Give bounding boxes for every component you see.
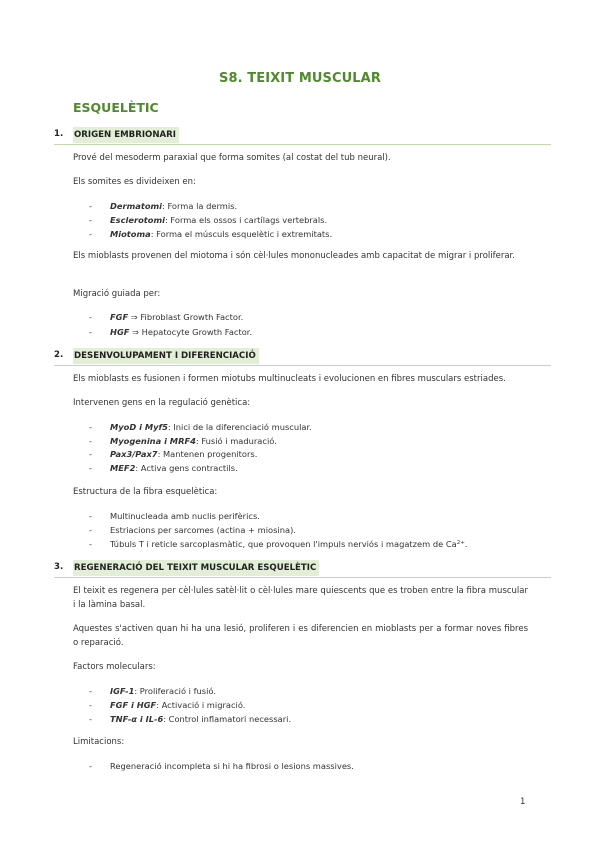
paragraph: Aquestes s'activen quan hi ha una lesió, proliferen i es diferencien en mioblasts per a formar noves fibres o reparació. [73, 624, 528, 648]
paragraph: Factors moleculars: [73, 662, 156, 672]
section-heading-2 [54, 348, 551, 364]
section-number: 3. [54, 562, 64, 572]
paragraph: El teixit es regenera per cèl·lules satèl·lit o cèl·lules mare quiescents que es troben entre la fibra muscular i la làmina basal. [73, 586, 528, 610]
section-title: REGENERACIÓ DEL TEIXIT MUSCULAR ESQUELÈTIC [73, 560, 319, 576]
paragraph: Prové del mesoderm paraxial que forma somites (al costat del tub neural). [73, 153, 391, 163]
section-title: ORIGEN EMBRIONARI [73, 127, 179, 143]
section-divider [54, 144, 551, 145]
page-number: 1 [520, 797, 526, 807]
section-number: 2. [54, 350, 64, 360]
section-title: DESENVOLUPAMENT I DIFERENCIACIÓ [73, 348, 259, 364]
section-divider [54, 577, 551, 578]
paragraph: Els somites es divideixen en: [73, 177, 196, 187]
section-heading-1 [54, 127, 551, 143]
section-number: 1. [54, 129, 64, 139]
page-title: S8. TEIXIT MUSCULAR [219, 71, 381, 86]
paragraph: Estructura de la fibra esquelètica: [73, 487, 218, 497]
paragraph: Els mioblasts provenen del miotoma i són cèl·lules mononucleades amb capacitat de migrar i proliferar. [73, 251, 515, 261]
paragraph: Intervenen gens en la regulació genètica: [73, 398, 251, 408]
document-page: S8. TEIXIT MUSCULAR ESQUELÈTIC 1. ORIGEN EMBRIONARI Prové del mesoderm paraxial que forma somites (al costat del tub neural). Els somites es divideixen en: - Dermatomi: Forma la dermis. - Esclerotomi: Forma els ossos i cartílags vertebrals. - Miotoma: Forma el músculs esquelètic i extremitats. Els mioblasts provenen del miotoma i són cèl·lules mononucleades amb capacitat de migrar i proliferar. Migració guiada per: - FGF ⇒ Fibroblast Growth Factor. - HGF ⇒ Hepatocyte Growth Factor. 2. DESENVOLUPAMENT I DIFERENCIACIÓ Els mioblasts es fusionen i formen miotubs multinucleats i evolucionen en fibres musculars estriades. Intervenen gens en la regulació genètica: - MyoD i Myf5: Inici de la diferenciació muscular. - Myogenina i MRF4: Fusió i maduració. - Pax3/Pax7: Mantenen progenitors. - MEF2: Activa gens contractils. Estructura de la fibra esquelètica: - Multinucleada amb nuclis perifèrics. - Estriacions per sarcomes (actina + miosina). - Túbuls T i reticle sarcoplasmàtic, que provoquen l'impuls nerviós i magatzem de $Ca^{2+}$. 3. REGENERACIÓ DEL TEIXIT MUSCULAR ESQUELÈTIC El teixit es regenera per cèl·lules satèl·lit o cèl·lules mare quiescents que es troben entre la fibra muscular i la làmina basal. Aquestes s'activen quan hi ha una lesió, proliferen i es diferencien en mioblasts per a formar noves fibres o reparació. Factors moleculars: - IGF-1: Proliferació i fusió. - FGF i HGF: Activació i migració. - TNF-α i IL-6: Control inflamatori necessari. Limitacions: - Regeneració incompleta si hi ha fibrosi o lesions massives. 1 [0, 0, 600, 848]
paragraph: Limitacions: [73, 737, 125, 747]
paragraph: Els mioblasts es fusionen i formen miotubs multinucleats i evolucionen en fibres musculars estriades. [73, 374, 506, 384]
paragraph: Migració guiada per: [73, 289, 161, 299]
section-divider [54, 365, 551, 366]
page-subtitle: ESQUELÈTIC [73, 100, 159, 115]
section-heading-3 [54, 560, 551, 576]
